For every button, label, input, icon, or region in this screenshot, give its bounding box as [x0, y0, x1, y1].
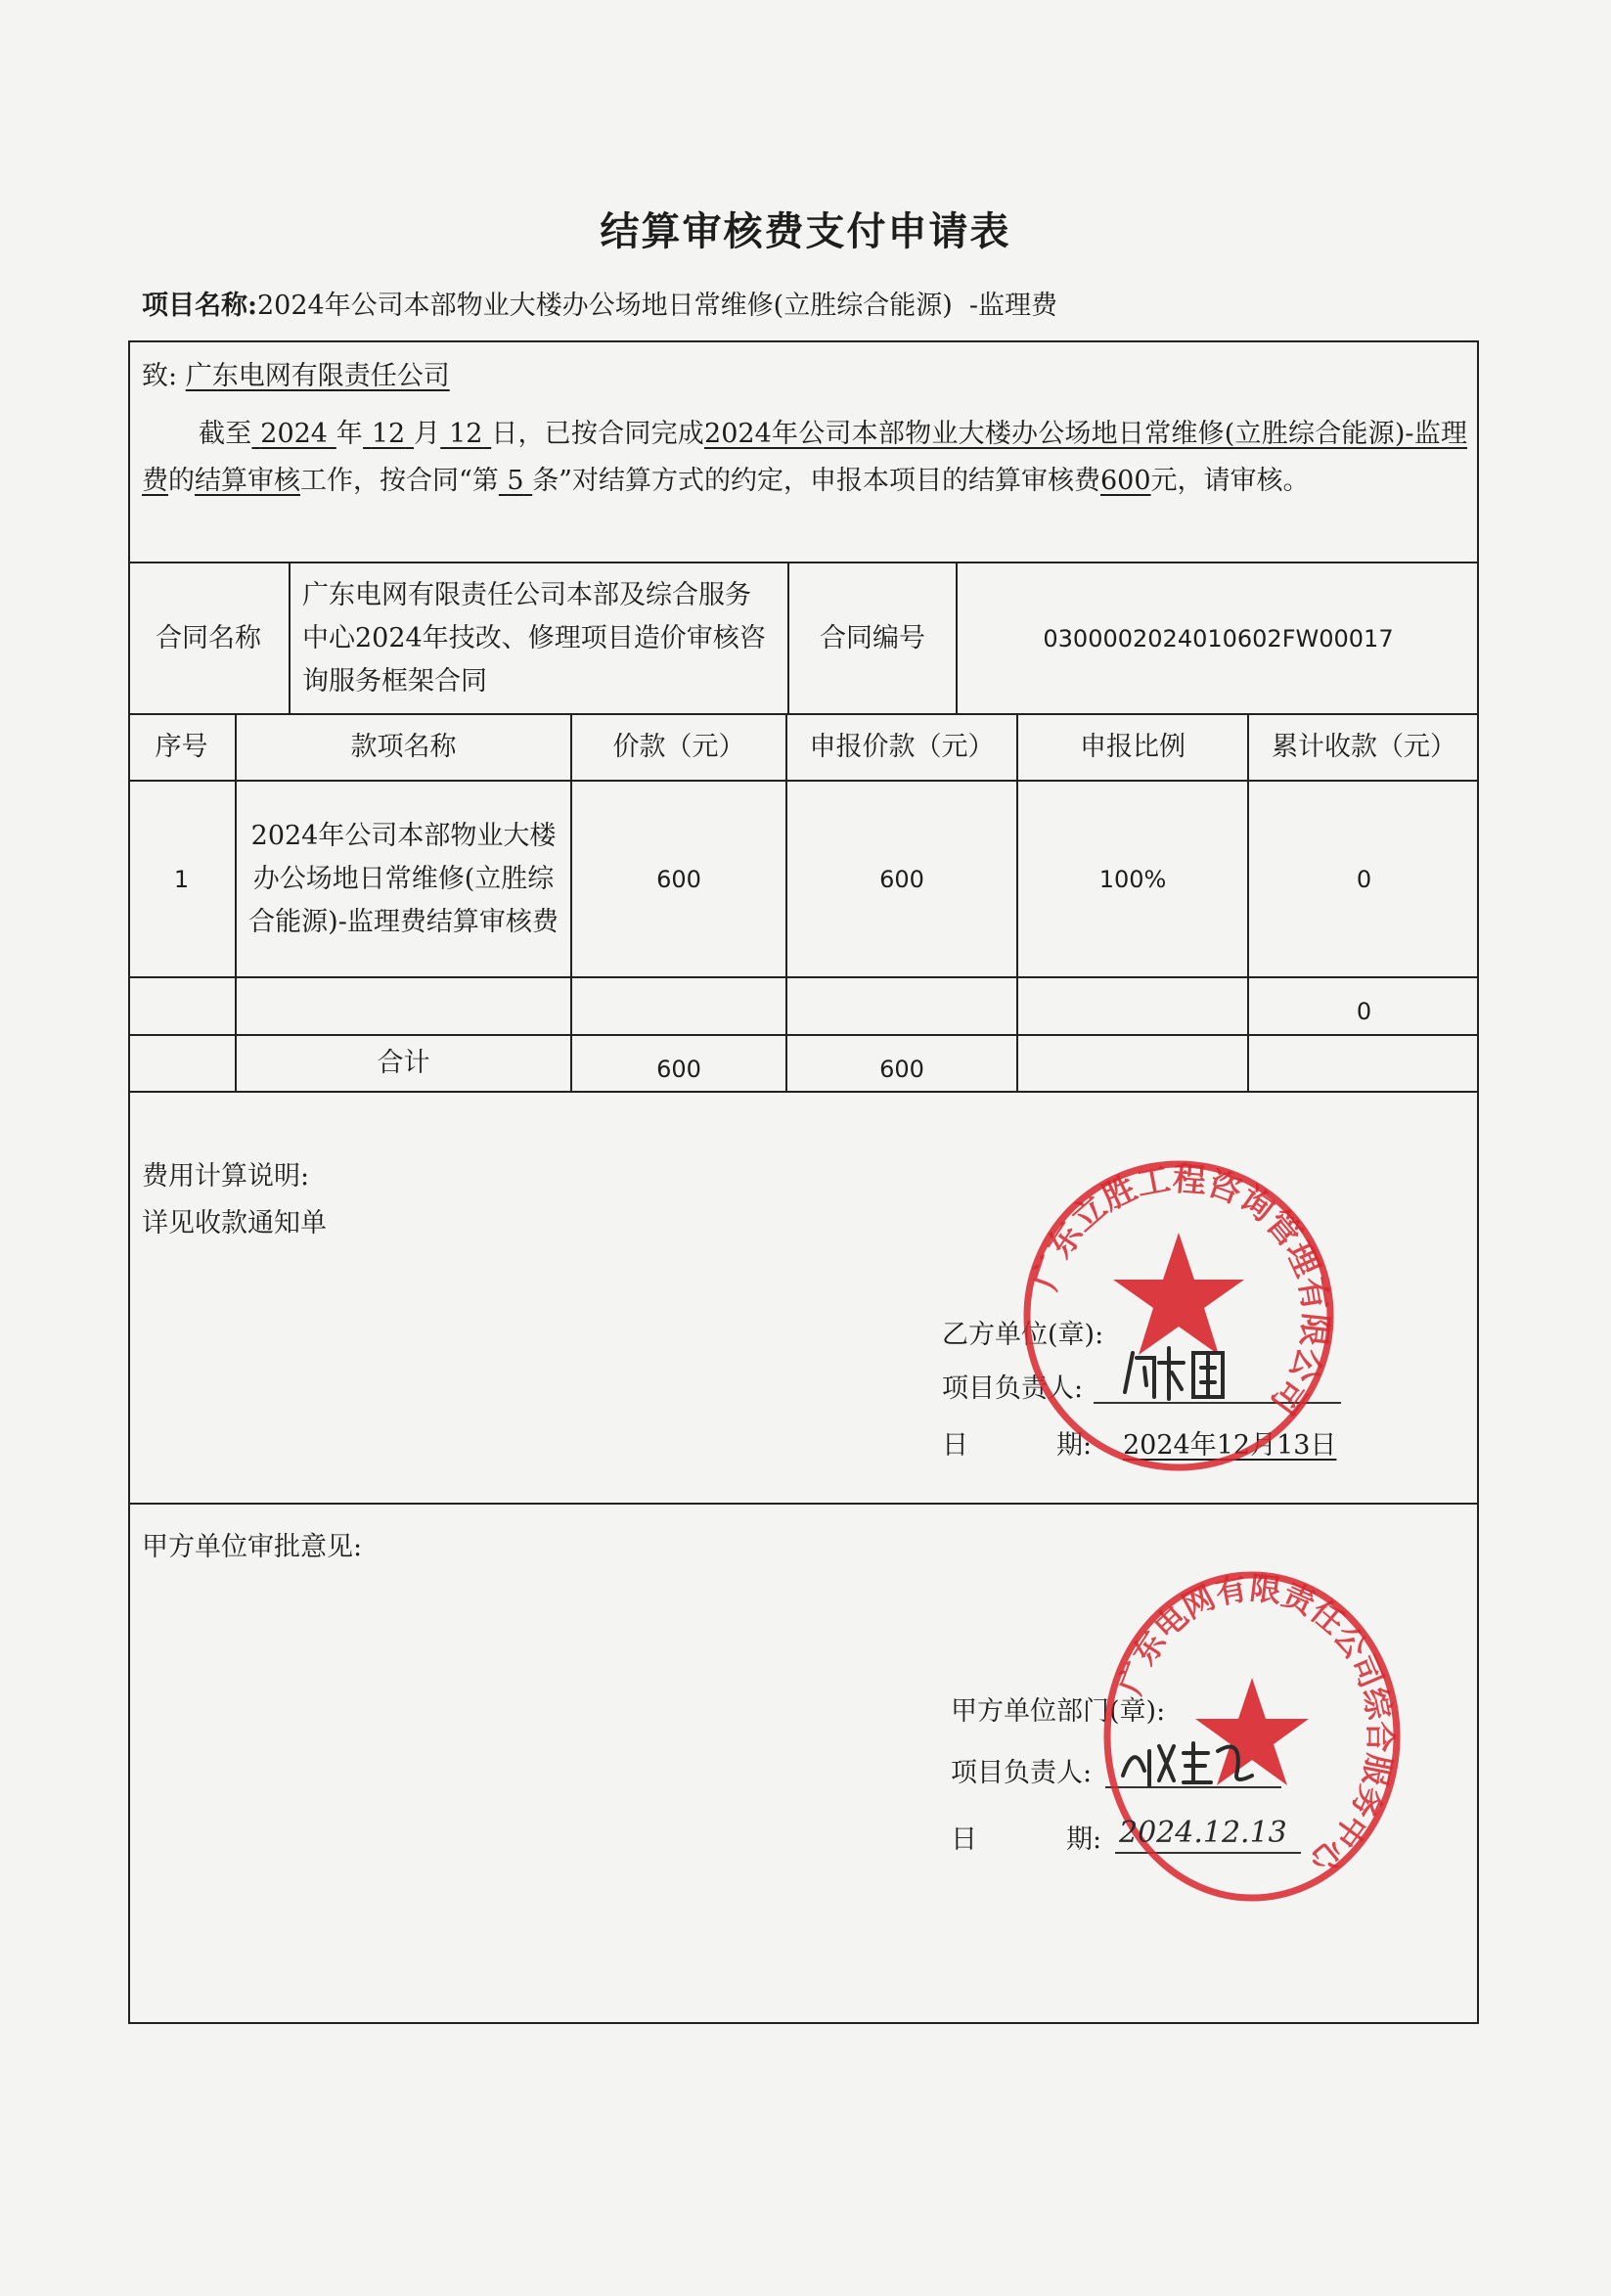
project-line	[142, 284, 1057, 322]
header-price: 价款（元）	[612, 732, 745, 762]
decl-amount: 600	[1100, 466, 1151, 496]
table-row-1-item-name: 2024年公司本部物业大楼办公场地日常维修(立胜综合能源)-监理费结算审核费	[248, 820, 559, 937]
decl-text-1: 截至	[199, 419, 252, 449]
decl-day-value: 12	[449, 419, 483, 449]
party-a-seal-text: 广东电网有限责任公司综合服务中心	[1111, 1570, 1400, 1881]
contract-number: 0300002024010602FW00017	[1043, 624, 1394, 653]
party-a-approval-label: 甲方单位审批意见:	[142, 1532, 363, 1562]
table-row-1-index: 1	[173, 865, 190, 893]
party-a-date-handwritten	[1115, 1805, 1311, 1854]
decl-month	[363, 419, 414, 449]
total-declared: 600	[879, 1056, 924, 1083]
party-a-date: 2024.12.13	[1119, 1816, 1287, 1850]
contract-name: 广东电网有限责任公司本部及综合服务中心2024年技改、修理项目造价审核咨询服务框架合同	[302, 579, 766, 697]
header-cumulative: 累计收款（元）	[1272, 732, 1456, 762]
fee-note-text: 详见收款通知单	[142, 1208, 327, 1238]
header-index: 序号	[155, 732, 208, 762]
header-declared-price: 申报价款（元）	[809, 732, 995, 762]
decl-text-6: 工作，按合同“第	[300, 466, 499, 496]
party-b-signature	[1115, 1338, 1301, 1407]
project-name: 2024年公司本部物业大楼办公场地日常维修(立胜综合能源) -监理费	[256, 291, 1058, 321]
decl-text-4: 日，已按合同完成	[491, 419, 705, 449]
decl-project: 2024年公司本部物业大楼办公场地日常维修(立胜综合能源)-监理费	[142, 419, 1467, 496]
table-row-1-price: 600	[656, 865, 701, 893]
project-label: 项目名称:	[142, 291, 257, 321]
table-row-1-declared: 600	[879, 865, 924, 893]
party-a-date-label-1: 日	[951, 1824, 977, 1855]
decl-year-value: 2024	[260, 419, 328, 449]
party-b-seal-text: 广东立胜工程咨询管理有限公司	[1025, 1159, 1335, 1421]
table-row-2-cumulative: 0	[1356, 998, 1372, 1025]
party-b-date: 2024年12月13日	[1123, 1430, 1337, 1461]
decl-month-value: 12	[371, 419, 406, 449]
party-b-date-label-1: 日	[942, 1430, 968, 1461]
party-b-unit-label: 乙方单位(章):	[942, 1320, 1104, 1350]
decl-text-8: 元，请审核。	[1150, 466, 1310, 496]
table-row-1-ratio: 100%	[1098, 865, 1167, 893]
decl-text-2: 年	[336, 419, 364, 449]
party-a-unit-label: 甲方单位部门(章):	[951, 1696, 1166, 1727]
total-price: 600	[656, 1056, 701, 1083]
decl-year	[251, 419, 336, 449]
decl-clause	[499, 466, 532, 496]
decl-clause-value: 5	[507, 466, 524, 496]
rule-after-party-b	[128, 1503, 1479, 1505]
declaration-paragraph	[142, 411, 1467, 505]
header-ratio: 申报比例	[1080, 732, 1186, 762]
seal-star-icon	[1113, 1233, 1244, 1355]
party-b-date-label-2: 期:	[1056, 1430, 1093, 1461]
decl-text-3: 月	[414, 419, 441, 449]
party-a-signature	[1115, 1732, 1262, 1790]
table-row-1-cumulative: 0	[1356, 865, 1372, 893]
contract-name-label: 合同名称	[156, 622, 261, 653]
decl-text-5: 的	[168, 466, 195, 496]
recipient-line	[142, 354, 450, 392]
recipient-name: 广东电网有限责任公司	[185, 361, 450, 391]
contract-number-label: 合同编号	[820, 622, 925, 653]
party-b-manager-label: 项目负责人:	[942, 1373, 1084, 1404]
party-a-manager-label: 项目负责人:	[951, 1758, 1093, 1788]
decl-work: 结算审核	[195, 466, 300, 496]
fee-note-label: 费用计算说明:	[142, 1161, 310, 1192]
total-label: 合计	[377, 1048, 430, 1078]
party-a-date-label-2: 期:	[1066, 1824, 1102, 1855]
decl-day	[440, 419, 491, 449]
decl-text-7: 条”对结算方式的约定，申报本项目的结算审核费	[532, 466, 1100, 496]
party-b-seal	[1017, 1154, 1340, 1477]
header-item-name: 款项名称	[350, 732, 457, 762]
recipient-prefix: 致:	[142, 361, 178, 391]
form-title: 结算审核费支付申请表	[600, 208, 1011, 254]
